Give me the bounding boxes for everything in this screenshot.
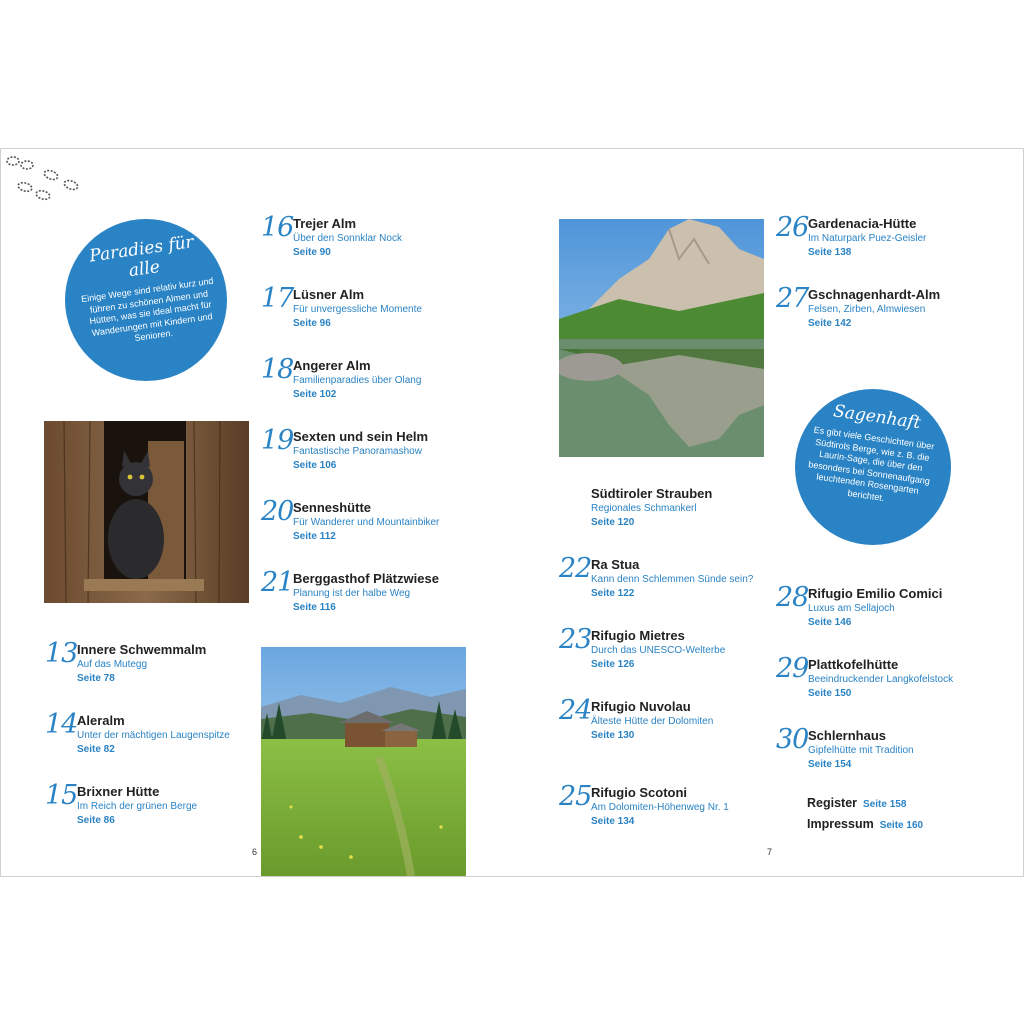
entry-number: 30	[776, 724, 809, 755]
entry-page: Seite 78	[77, 673, 115, 684]
entry-number: 27	[776, 283, 809, 314]
cat-photo	[44, 421, 249, 603]
entry-title: Gschnagenhardt-Alm	[808, 287, 941, 302]
entry-number: 24	[559, 695, 592, 726]
entry-page: Seite 150	[808, 688, 852, 699]
entry-page: Seite 154	[808, 759, 852, 770]
entry-page: Seite 102	[293, 389, 337, 400]
entry-page: Seite 146	[808, 617, 852, 628]
entry-subtitle: Luxus am Sellajoch	[808, 603, 895, 614]
entry-subtitle: Gipfelhütte mit Tradition	[808, 745, 914, 756]
entry-page: Seite 112	[293, 531, 336, 542]
entry-title: Angerer Alm	[293, 358, 371, 373]
entry-page: Seite 134	[591, 816, 635, 827]
entry-title: Rifugio Emilio Comici	[808, 586, 943, 601]
entry-number: 16	[261, 212, 294, 243]
entry-subtitle: Fantastische Panoramashow	[293, 446, 422, 457]
entry-number: 17	[261, 283, 294, 314]
entry-subtitle: Auf das Mutegg	[77, 659, 148, 670]
entry-title: Berggasthof Plätzwiese	[293, 571, 439, 586]
entry-page: Seite 106	[293, 460, 337, 471]
entry-title: Rifugio Nuvolau	[591, 699, 691, 714]
entry-title: Sexten und sein Helm	[293, 429, 429, 444]
entry-subtitle: Am Dolomiten-Höhenweg Nr. 1	[591, 802, 729, 813]
entry-title: Brixner Hütte	[77, 784, 160, 799]
entry-subtitle: Beeindruckender Langkofelstock	[808, 674, 954, 685]
entry-subtitle: Älteste Hütte der Dolomiten	[591, 716, 714, 727]
entry-page: Seite 82	[77, 744, 115, 755]
entry-subtitle: Familienparadies über Olang	[293, 375, 422, 386]
entry-page: Seite 126	[591, 659, 635, 670]
entry-number: 19	[261, 425, 294, 456]
entry-subtitle: Für Wanderer und Mountainbiker	[293, 517, 440, 528]
page-number-right: 7	[767, 847, 773, 857]
entry-title: Südtiroler Strauben	[591, 486, 713, 501]
circle-title: Sagenhaft	[832, 401, 922, 434]
entry-page: Seite 96	[293, 318, 331, 329]
entry-number: 13	[45, 638, 78, 669]
entry-title: Ra Stua	[591, 557, 640, 572]
entry-page: Seite 142	[808, 318, 852, 329]
entry-title: Gardenacia-Hütte	[808, 216, 917, 231]
book-spread	[0, 148, 1024, 877]
page-number-left: 6	[252, 847, 258, 857]
entry-page: Seite 138	[808, 247, 852, 258]
impressum-page: Seite 160	[879, 820, 924, 831]
entry-number: 14	[45, 709, 78, 740]
hut-meadow-photo	[261, 647, 466, 876]
entry-subtitle: Planung ist der halbe Weg	[293, 588, 411, 599]
entry-title: Aleralm	[77, 713, 125, 728]
circle-text: Einige Wege sind relativ kurz und führen zu schönen Almen und Hütten, was sie ideal macht für Wanderungen mit Kindern und Senioren.	[80, 275, 215, 344]
entry-subtitle: Regionales Schmankerl	[591, 503, 697, 514]
entry-subtitle: Für unvergessliche Momente	[293, 304, 422, 315]
entry-subtitle: Im Reich der grünen Berge	[77, 801, 198, 812]
entry-page: Seite 122	[591, 588, 635, 599]
entry-number: 29	[776, 653, 809, 684]
entry-number: 25	[559, 781, 592, 812]
entry-page: Seite 120	[591, 517, 635, 528]
entry-number: 20	[261, 496, 294, 527]
entry-number: 21	[261, 567, 294, 598]
info-circle-paradies	[65, 219, 227, 381]
impressum-link[interactable]	[807, 815, 923, 833]
circle-title: Paradies für alle	[88, 232, 195, 282]
entry-number: 22	[559, 553, 592, 584]
entry-page: Seite 116	[293, 602, 336, 613]
entry-subtitle: Über den Sonnklar Nock	[293, 233, 402, 244]
entry-title: Lüsner Alm	[293, 287, 365, 302]
entry-title: Trejer Alm	[293, 216, 357, 231]
entry-number: 18	[261, 354, 294, 385]
entry-number: 26	[776, 212, 809, 243]
register-label: Register	[807, 796, 858, 810]
footprints-icon	[5, 151, 85, 209]
entry-subtitle: Im Naturpark Puez-Geisler	[808, 233, 927, 244]
entry-number: 23	[559, 624, 592, 655]
impressum-label: Impressum	[807, 817, 874, 831]
entry-title: Rifugio Scotoni	[591, 785, 688, 800]
entry-page: Seite 90	[293, 247, 331, 258]
entry-page: Seite 86	[77, 815, 115, 826]
circle-text: Es gibt viele Geschichten über Südtirols Berge, wie z. B. die Laurin-Sage, die über den besonders bei Sonnenaufgang leuchtenden Rosengarten berichtet.	[807, 424, 935, 503]
entry-title: Innere Schwemmalm	[77, 642, 207, 657]
dolomites-lake-photo	[559, 219, 764, 457]
entry-page: Seite 130	[591, 730, 635, 741]
entry-title: Senneshütte	[293, 500, 372, 515]
entry-title: Plattkofelhütte	[808, 657, 899, 672]
register-page: Seite 158	[863, 799, 907, 810]
entry-subtitle: Felsen, Zirben, Almwiesen	[808, 304, 926, 315]
entry-title: Schlernhaus	[808, 728, 887, 743]
entry-number: 28	[776, 582, 809, 613]
register-link[interactable]	[807, 794, 906, 812]
entry-title: Rifugio Mietres	[591, 628, 685, 643]
entry-subtitle: Kann denn Schlemmen Sünde sein?	[591, 574, 754, 585]
entry-subtitle: Unter der mächtigen Laugenspitze	[77, 730, 230, 741]
info-circle-sagenhaft	[795, 389, 951, 545]
entry-number: 15	[45, 780, 78, 811]
entry-subtitle: Durch das UNESCO-Welterbe	[591, 645, 726, 656]
